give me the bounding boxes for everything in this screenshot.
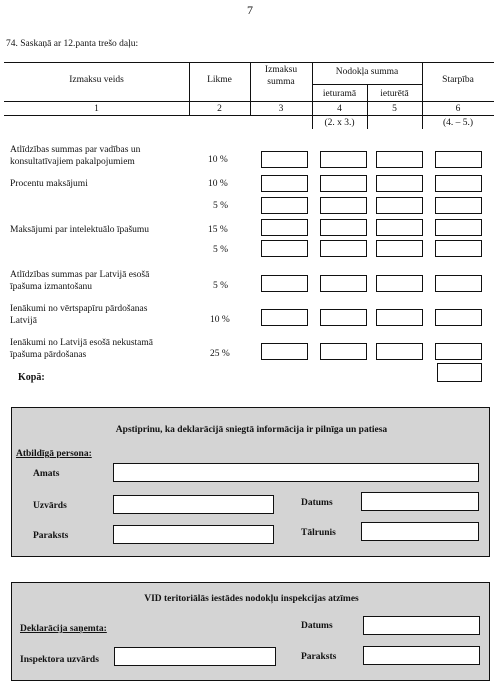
tax-withheld-done-field[interactable]: [376, 219, 423, 236]
tax-withheld-field[interactable]: [320, 197, 367, 214]
inspector-surname-field[interactable]: [114, 647, 276, 666]
difference-field[interactable]: [435, 175, 482, 192]
row-rate: 25 %: [210, 349, 230, 359]
formula-withheld: (2. x 3.): [324, 118, 355, 128]
amount-field[interactable]: [261, 240, 308, 257]
tax-withheld-field[interactable]: [320, 151, 367, 168]
difference-field[interactable]: [435, 197, 482, 214]
amount-field[interactable]: [261, 309, 308, 326]
col-header-amount-2: summa: [267, 77, 295, 87]
signature-label: Paraksts: [33, 531, 69, 541]
col-header-withheld-done: ieturētā: [380, 89, 409, 99]
amount-field[interactable]: [261, 197, 308, 214]
col-header-withheld: ieturamā: [322, 89, 357, 99]
row-rate: 5 %: [213, 281, 229, 291]
amount-field[interactable]: [261, 275, 308, 292]
date-label: Datums: [301, 498, 333, 508]
tax-withheld-done-field[interactable]: [376, 175, 423, 192]
tax-withheld-field[interactable]: [320, 309, 367, 326]
amount-field[interactable]: [261, 219, 308, 236]
col-header-difference: Starpība: [442, 75, 474, 85]
section-heading: 74. Saskaņā ar 12.panta trešo daļu:: [6, 39, 139, 49]
tax-withheld-field[interactable]: [320, 219, 367, 236]
total-field[interactable]: [437, 363, 482, 382]
row-label-line2: īpašuma izmantošanu: [10, 282, 93, 292]
responsible-person-label: Atbildīgā persona:: [16, 449, 92, 459]
vid-date-label: Datums: [301, 621, 333, 631]
col-number-1: 1: [94, 104, 99, 114]
vid-panel: [11, 582, 490, 681]
row-label-line1: Maksājumi par intelektuālo īpašumu: [10, 225, 150, 235]
formula-difference: (4. – 5.): [442, 118, 474, 128]
position-field[interactable]: [113, 463, 479, 482]
surname-field[interactable]: [113, 495, 274, 514]
tax-withheld-done-field[interactable]: [376, 309, 423, 326]
row-label-line1: Procentu maksājumi: [10, 179, 88, 189]
col-header-amount-1: Izmaksu: [264, 65, 298, 75]
amount-field[interactable]: [261, 151, 308, 168]
phone-label: Tālrunis: [301, 528, 336, 538]
row-rate: 10 %: [210, 315, 230, 325]
vid-panel-title: VID teritoriālās iestādes nodokļu inspekcijas atzīmes: [144, 594, 359, 604]
col-number-4: 4: [337, 104, 342, 114]
row-label-line2: Latvijā: [10, 316, 37, 326]
row-label-line1: Ienākumi no Latvijā esošā nekustamā: [10, 338, 153, 348]
row-label-line1: Atlīdzības summas par vadības un: [10, 145, 141, 155]
difference-field[interactable]: [435, 343, 482, 360]
row-label-line2: konsultatīvajiem pakalpojumiem: [10, 157, 135, 167]
difference-field[interactable]: [435, 275, 482, 292]
tax-withheld-field[interactable]: [320, 275, 367, 292]
table-numbers-rule: [4, 115, 494, 116]
inspector-surname-label: Inspektora uzvārds: [20, 655, 99, 665]
position-label: Amats: [33, 469, 60, 479]
col-header-rate: Likme: [207, 75, 232, 85]
signature-field[interactable]: [113, 525, 274, 544]
declaration-received-label: Deklarācija saņemta:: [20, 624, 107, 634]
tax-withheld-done-field[interactable]: [376, 197, 423, 214]
difference-field[interactable]: [435, 219, 482, 236]
row-rate: 5 %: [213, 201, 229, 211]
tax-withheld-field[interactable]: [320, 175, 367, 192]
tax-withheld-field[interactable]: [320, 343, 367, 360]
col-number-2: 2: [217, 104, 222, 114]
tax-withheld-done-field[interactable]: [376, 343, 423, 360]
total-label: Kopā:: [18, 372, 45, 383]
confirmation-panel: [11, 407, 490, 557]
col-header-payment-type: Izmaksu veids: [69, 75, 124, 85]
difference-field[interactable]: [435, 151, 482, 168]
tax-withheld-done-field[interactable]: [376, 151, 423, 168]
table-top-rule: [4, 62, 494, 63]
row-label-line1: Ienākumi no vērtspapīru pārdošanas: [10, 304, 148, 314]
difference-field[interactable]: [435, 240, 482, 257]
row-rate: 10 %: [208, 179, 228, 189]
date-field[interactable]: [361, 492, 479, 511]
confirmation-title: Apstiprinu, ka deklarācijā sniegtā informācija ir pilnīga un patiesa: [115, 425, 388, 435]
row-rate: 5 %: [213, 245, 229, 255]
amount-field[interactable]: [261, 343, 308, 360]
col-number-5: 5: [392, 104, 397, 114]
page-number: 7: [247, 3, 253, 17]
row-label-line1: Atlīdzības summas par Latvijā esošā: [10, 270, 150, 280]
table-header-rule: [4, 101, 494, 102]
vid-signature-field[interactable]: [363, 646, 480, 665]
surname-label: Uzvārds: [33, 501, 67, 511]
row-rate: 15 %: [208, 225, 228, 235]
col-header-tax-group: Nodokļa summa: [335, 67, 399, 77]
vid-signature-label: Paraksts: [301, 652, 337, 662]
tax-withheld-field[interactable]: [320, 240, 367, 257]
col-number-3: 3: [278, 104, 284, 114]
tax-withheld-done-field[interactable]: [376, 275, 423, 292]
row-label-line2: īpašuma pārdošanas: [10, 350, 87, 360]
row-rate: 10 %: [208, 155, 228, 165]
col-number-6: 6: [455, 104, 461, 114]
phone-field[interactable]: [361, 522, 479, 541]
vid-date-field[interactable]: [363, 616, 480, 635]
difference-field[interactable]: [435, 309, 482, 326]
tax-withheld-done-field[interactable]: [376, 240, 423, 257]
amount-field[interactable]: [261, 175, 308, 192]
